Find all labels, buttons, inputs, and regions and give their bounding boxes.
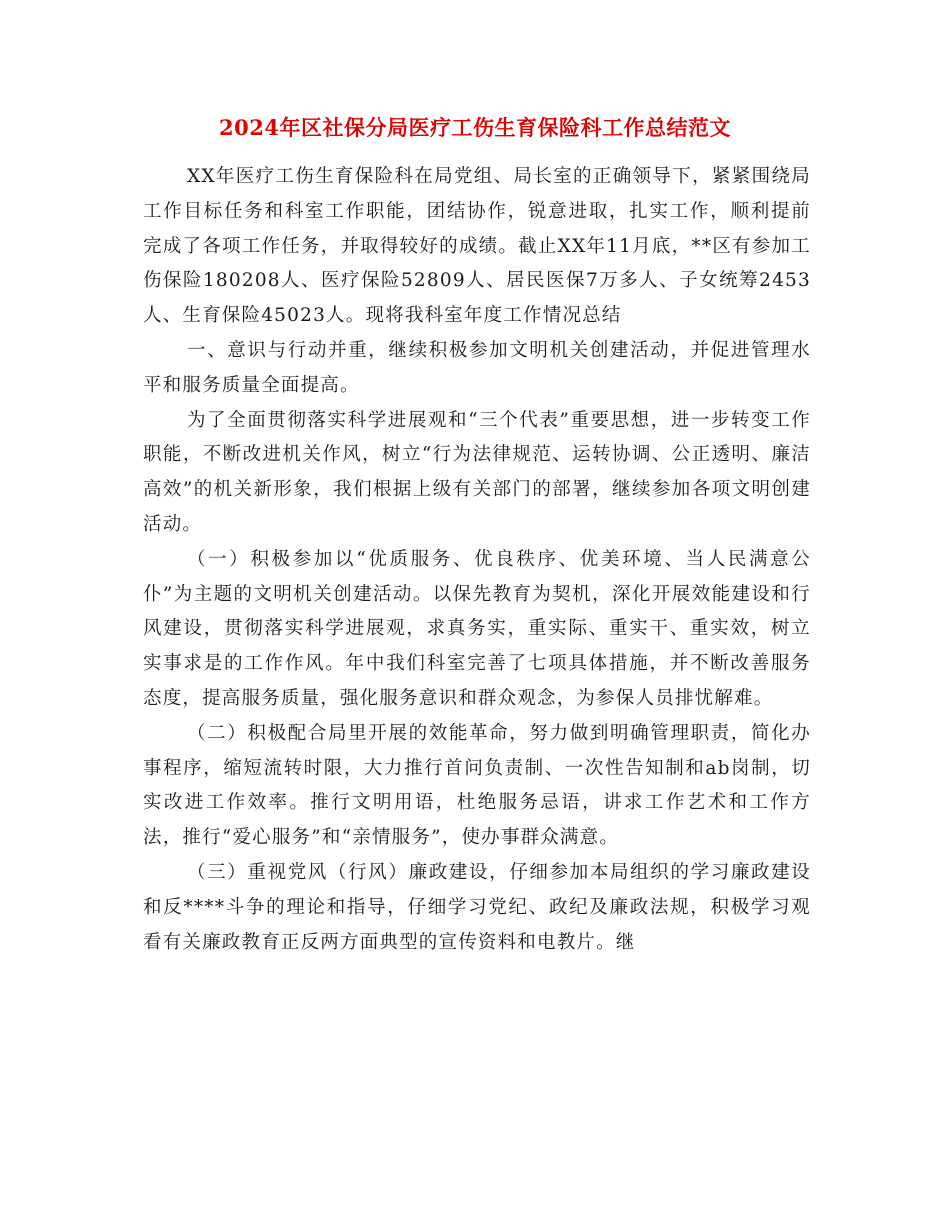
paragraph-item-two: （二）积极配合局里开展的效能革命，努力做到明确管理职责，简化办事程序，缩短流转时限，大力推行首问负责制、一次性告知制和ab岗制，切实改进工作效率。推行文明用语，杜绝服务忌语，讲求工作艺术和工作方法，推行“爱心服务”和“亲情服务”，使办事群众满意。 — [143, 722, 811, 849]
paragraph-intro: XX年医疗工伤生育保险科在局党组、局长室的正确领导下，紧紧围绕局工作目标任务和科室工作职能，团结协作，锐意进取，扎实工作，顺利提前完成了各项工作任务，并取得较好的成绩。截止XX年11月底，**区有参加工伤保险180208人、医疗保险52809人、居民医保7万多人、子女统筹2453人、生育保险45023人。现将我科室年度工作情况总结 — [143, 166, 811, 327]
paragraph-section-one-heading: 一、意识与行动并重，继续积极参加文明机关创建活动，并促进管理水平和服务质量全面提高。 — [143, 339, 811, 396]
paragraph-item-one: （一）积极参加以“优质服务、优良秩序、优美环境、当人民满意公仆”为主题的文明机关创建活动。以保先教育为契机，深化开展效能建设和行风建设，贯彻落实科学进展观，求真务实，重实际、重实干、重实效，树立实事求是的工作作风。年中我们科室完善了七项具体措施，并不断改善服务态度，提高服务质量，强化服务意识和群众观念，为参保人员排忧解难。 — [143, 548, 811, 709]
document-body — [143, 160, 811, 960]
paragraph-item-three: （三）重视党风（行风）廉政建设，仔细参加本局组织的学习廉政建设和反****斗争的理论和指导，仔细学习党纪、政纪及廉政法规，积极学习观看有关廉政教育正反两方面典型的宣传资料和电教片。继 — [143, 861, 811, 953]
paragraph-section-one-body: 为了全面贯彻落实科学进展观和“三个代表”重要思想，进一步转变工作职能，不断改进机关作风，树立“行为法律规范、运转协调、公正透明、廉洁高效”的机关新形象，我们根据上级有关部门的部署，继续参加各项文明创建活动。 — [143, 409, 811, 535]
document-title: 2024年区社保分局医疗工伤生育保险科工作总结范文 — [219, 115, 731, 140]
